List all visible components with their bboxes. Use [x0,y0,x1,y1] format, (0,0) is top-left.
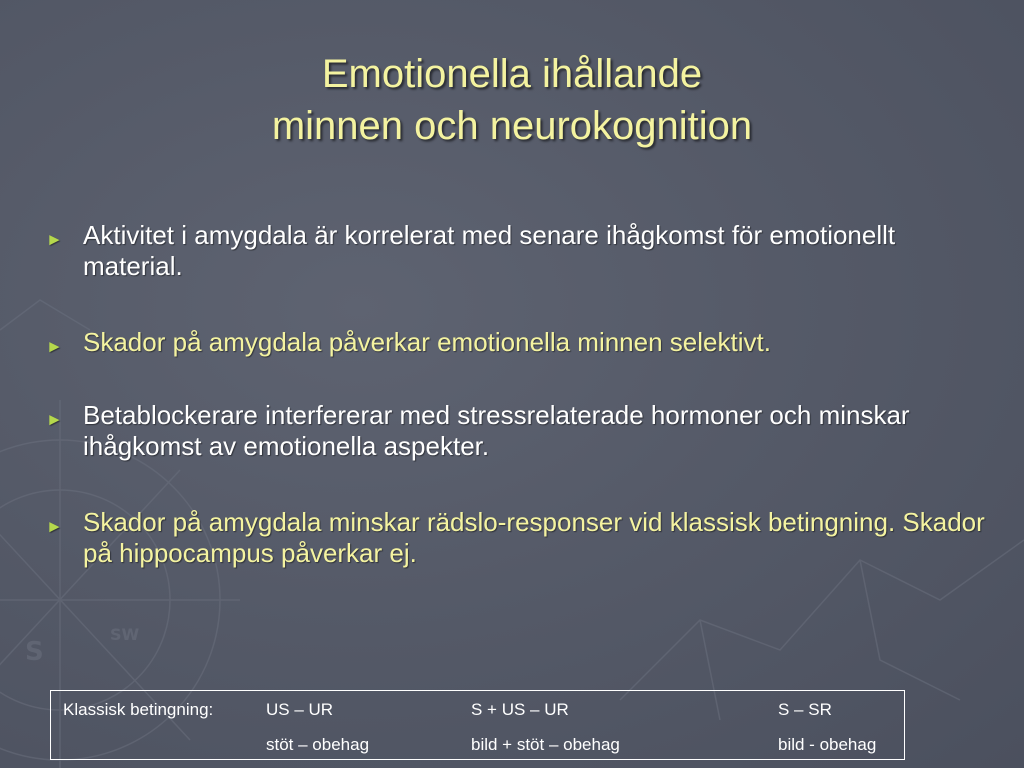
note-cell: S – SR [778,700,832,719]
bullet-list [46,220,996,569]
note-cell: S + US – UR [471,700,569,719]
slide-title [0,48,1024,152]
bullet-arrow-icon: ► [46,230,63,249]
svg-text:SW: SW [110,625,140,644]
note-cell: bild + stöt – obehag [471,735,620,754]
note-cell: US – UR [266,700,334,719]
bullet-item [46,220,996,282]
bullet-arrow-icon: ► [46,337,63,356]
bullet-item [46,400,996,462]
bullet-text: Skador på amygdala minskar rädslo-responser vid klassisk betingning. Skador på hippocampus påverkar ej. [83,507,985,568]
bullet-arrow-icon: ► [46,517,63,536]
bullet-text: Aktivitet i amygdala är korrelerat med senare ihågkomst för emotionellt material. [83,220,896,281]
classical-conditioning-box [50,690,905,760]
bullet-item [46,507,996,569]
note-cell: stöt – obehag [266,735,370,754]
bullet-arrow-icon: ► [46,410,63,429]
bullet-text: Betablockerare interfererar med stressrelaterade hormoner och minskar ihågkomst av emotionella aspekter. [83,400,910,461]
note-label: Klassisk betingning: [63,700,214,719]
slide-title-line-1: Emotionella ihållande [321,52,703,96]
note-row [51,700,904,722]
bullet-text: Skador på amygdala påverkar emotionella minnen selektivt. [83,327,771,357]
note-row [51,735,904,757]
slide-title-line-2: minnen och neurokognition [271,104,753,148]
svg-text:S: S [25,637,44,667]
note-cell: bild - obehag [778,735,877,754]
bullet-item [46,327,996,358]
